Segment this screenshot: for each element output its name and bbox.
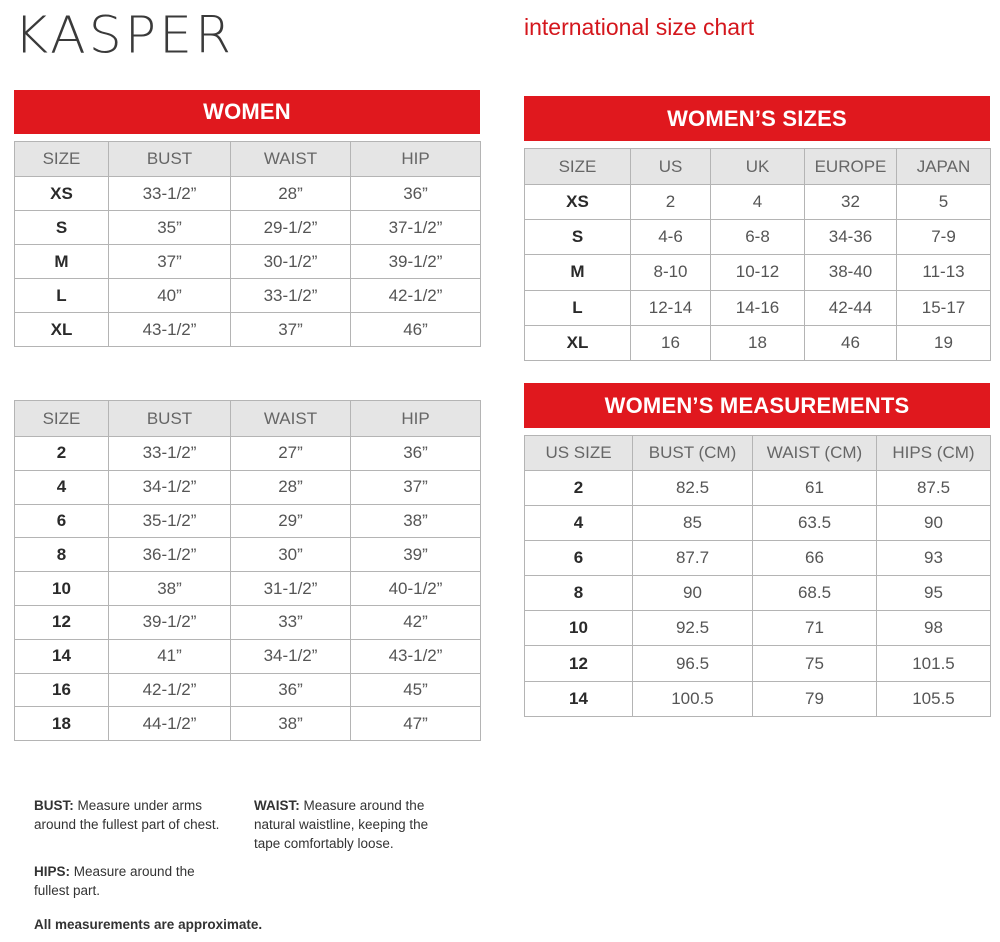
table-cell: 98 xyxy=(877,611,991,646)
table-row xyxy=(15,313,481,347)
size-cell: 8 xyxy=(525,576,633,611)
table-row xyxy=(15,605,481,639)
table-cell: 19 xyxy=(897,325,991,360)
table-cell: 15-17 xyxy=(897,290,991,325)
table-cell: 38” xyxy=(231,707,351,741)
table-cell: 27” xyxy=(231,437,351,471)
table-cell: 42” xyxy=(351,605,481,639)
table-row xyxy=(15,707,481,741)
size-cell: 10 xyxy=(15,572,109,606)
women-title: WOMEN xyxy=(203,99,291,124)
table-cell: 101.5 xyxy=(877,646,991,681)
table-cell: 34-36 xyxy=(805,220,897,255)
table-cell: 82.5 xyxy=(633,471,753,506)
table-cell: 32 xyxy=(805,185,897,220)
table-cell: 93 xyxy=(877,541,991,576)
table-cell: 90 xyxy=(877,506,991,541)
womens-sizes-table xyxy=(524,148,991,361)
column-header: UK xyxy=(711,149,805,185)
womens-measurements-title: WOMEN’S MEASUREMENTS xyxy=(604,392,910,418)
table-row xyxy=(525,185,991,220)
column-header: WAIST xyxy=(231,142,351,177)
table-cell: 36-1/2” xyxy=(109,538,231,572)
column-header: US SIZE xyxy=(525,436,633,471)
table-row xyxy=(15,437,481,471)
table-cell: 4-6 xyxy=(631,220,711,255)
table-cell: 47” xyxy=(351,707,481,741)
size-cell: 6 xyxy=(525,541,633,576)
table-cell: 75 xyxy=(753,646,877,681)
table-cell: 63.5 xyxy=(753,506,877,541)
table-cell: 34-1/2” xyxy=(231,639,351,673)
size-cell: 2 xyxy=(15,437,109,471)
table-cell: 46” xyxy=(351,313,481,347)
table-cell: 11-13 xyxy=(897,255,991,290)
table-cell: 16 xyxy=(631,325,711,360)
table-cell: 40-1/2” xyxy=(351,572,481,606)
table-cell: 29-1/2” xyxy=(231,211,351,245)
size-cell: 4 xyxy=(525,506,633,541)
table-cell: 36” xyxy=(351,177,481,211)
table-row xyxy=(525,471,991,506)
table-cell: 38” xyxy=(109,572,231,606)
table-cell: 30” xyxy=(231,538,351,572)
table-cell: 45” xyxy=(351,673,481,707)
table-cell: 39-1/2” xyxy=(109,605,231,639)
table-row xyxy=(15,504,481,538)
column-header: BUST xyxy=(109,142,231,177)
column-header: JAPAN xyxy=(897,149,991,185)
table-cell: 38” xyxy=(351,504,481,538)
table-cell: 31-1/2” xyxy=(231,572,351,606)
table-cell: 10-12 xyxy=(711,255,805,290)
womens-sizes-banner xyxy=(524,96,990,141)
size-cell: S xyxy=(525,220,631,255)
table-row xyxy=(525,611,991,646)
table-cell: 33-1/2” xyxy=(109,437,231,471)
hips-note-text-1: Measure around the xyxy=(70,864,195,879)
table-cell: 37” xyxy=(231,313,351,347)
table-row xyxy=(525,576,991,611)
table-cell: 35” xyxy=(109,211,231,245)
size-cell: 8 xyxy=(15,538,109,572)
size-cell: 12 xyxy=(525,646,633,681)
page-subtitle: international size chart xyxy=(524,14,755,40)
table-row xyxy=(525,541,991,576)
size-cell: XL xyxy=(15,313,109,347)
table-cell: 18 xyxy=(711,325,805,360)
table-cell: 85 xyxy=(633,506,753,541)
size-cell: 14 xyxy=(525,681,633,716)
size-cell: L xyxy=(15,279,109,313)
table-row xyxy=(15,470,481,504)
table-cell: 12-14 xyxy=(631,290,711,325)
bust-note xyxy=(34,796,219,834)
table-cell: 37” xyxy=(351,470,481,504)
header-row xyxy=(15,401,481,437)
waist-note xyxy=(254,796,428,853)
size-cell: M xyxy=(15,245,109,279)
table-cell: 29” xyxy=(231,504,351,538)
table-cell: 100.5 xyxy=(633,681,753,716)
table-cell: 44-1/2” xyxy=(109,707,231,741)
hips-note-label: HIPS: xyxy=(34,864,71,879)
column-header: US xyxy=(631,149,711,185)
table-cell: 95 xyxy=(877,576,991,611)
size-cell: 10 xyxy=(525,611,633,646)
table-cell: 33-1/2” xyxy=(109,177,231,211)
table-row xyxy=(15,639,481,673)
table-row xyxy=(525,290,991,325)
womens-sizes-title: WOMEN’S SIZES xyxy=(667,105,847,131)
table-cell: 87.5 xyxy=(877,471,991,506)
column-header: SIZE xyxy=(525,149,631,185)
column-header: HIP xyxy=(351,142,481,177)
header-row xyxy=(525,436,991,471)
waist-note-text-1: Measure around the xyxy=(299,798,425,813)
waist-note-text-3: tape comfortably loose. xyxy=(254,836,394,851)
table-row xyxy=(525,646,991,681)
size-cell: L xyxy=(525,290,631,325)
size-cell: M xyxy=(525,255,631,290)
column-header: WAIST xyxy=(231,401,351,437)
size-cell: 14 xyxy=(15,639,109,673)
column-header: BUST (CM) xyxy=(633,436,753,471)
table-cell: 30-1/2” xyxy=(231,245,351,279)
table-cell: 41” xyxy=(109,639,231,673)
table-cell: 37-1/2” xyxy=(351,211,481,245)
womens-measurements-table xyxy=(524,435,991,717)
table-row xyxy=(15,211,481,245)
table-row xyxy=(15,572,481,606)
table-cell: 92.5 xyxy=(633,611,753,646)
size-cell: XL xyxy=(525,325,631,360)
approximate-note xyxy=(34,915,262,934)
table-cell: 4 xyxy=(711,185,805,220)
size-cell: 2 xyxy=(525,471,633,506)
size-cell: XS xyxy=(525,185,631,220)
column-header: EUROPE xyxy=(805,149,897,185)
waist-note-label: WAIST: xyxy=(254,798,300,813)
size-cell: 18 xyxy=(15,707,109,741)
table-cell: 66 xyxy=(753,541,877,576)
size-cell: S xyxy=(15,211,109,245)
hips-note xyxy=(34,862,195,900)
table-cell: 87.7 xyxy=(633,541,753,576)
size-cell: 6 xyxy=(15,504,109,538)
table-cell: 39-1/2” xyxy=(351,245,481,279)
table-row xyxy=(525,506,991,541)
table-cell: 28” xyxy=(231,177,351,211)
table-cell: 14-16 xyxy=(711,290,805,325)
hips-note-text-2: fullest part. xyxy=(34,883,101,898)
header-row xyxy=(15,142,481,177)
table-cell: 5 xyxy=(897,185,991,220)
table-cell: 6-8 xyxy=(711,220,805,255)
table-cell: 61 xyxy=(753,471,877,506)
table-cell: 7-9 xyxy=(897,220,991,255)
table-cell: 79 xyxy=(753,681,877,716)
column-header: HIP xyxy=(351,401,481,437)
table-cell: 96.5 xyxy=(633,646,753,681)
table-cell: 71 xyxy=(753,611,877,646)
table-cell: 42-44 xyxy=(805,290,897,325)
column-header: BUST xyxy=(109,401,231,437)
table-cell: 46 xyxy=(805,325,897,360)
table-cell: 40” xyxy=(109,279,231,313)
table-cell: 36” xyxy=(231,673,351,707)
table-cell: 38-40 xyxy=(805,255,897,290)
table-row xyxy=(15,245,481,279)
table-cell: 2 xyxy=(631,185,711,220)
size-cell: 16 xyxy=(15,673,109,707)
table-row xyxy=(15,673,481,707)
approximate-note-text: All measurements are approximate. xyxy=(34,917,263,932)
column-header: SIZE xyxy=(15,142,109,177)
table-cell: 33” xyxy=(231,605,351,639)
women-numeric-size-table xyxy=(14,400,481,741)
bust-note-label: BUST: xyxy=(34,798,74,813)
table-row xyxy=(525,220,991,255)
size-cell: 4 xyxy=(15,470,109,504)
table-cell: 34-1/2” xyxy=(109,470,231,504)
table-cell: 42-1/2” xyxy=(351,279,481,313)
table-cell: 36” xyxy=(351,437,481,471)
table-cell: 90 xyxy=(633,576,753,611)
table-cell: 35-1/2” xyxy=(109,504,231,538)
table-row xyxy=(525,681,991,716)
table-cell: 43-1/2” xyxy=(351,639,481,673)
table-cell: 33-1/2” xyxy=(231,279,351,313)
table-cell: 68.5 xyxy=(753,576,877,611)
table-cell: 43-1/2” xyxy=(109,313,231,347)
table-cell: 37” xyxy=(109,245,231,279)
women-banner xyxy=(14,90,480,134)
table-row xyxy=(525,325,991,360)
column-header: WAIST (CM) xyxy=(753,436,877,471)
table-cell: 39” xyxy=(351,538,481,572)
waist-note-text-2: natural waistline, keeping the xyxy=(254,817,429,832)
table-row xyxy=(525,255,991,290)
women-size-table xyxy=(14,141,481,347)
table-cell: 105.5 xyxy=(877,681,991,716)
column-header: HIPS (CM) xyxy=(877,436,991,471)
table-row xyxy=(15,538,481,572)
womens-measurements-banner xyxy=(524,383,990,428)
column-header: SIZE xyxy=(15,401,109,437)
size-cell: XS xyxy=(15,177,109,211)
table-row xyxy=(15,279,481,313)
brand-logo: KASPER xyxy=(14,6,235,66)
table-cell: 42-1/2” xyxy=(109,673,231,707)
table-cell: 28” xyxy=(231,470,351,504)
table-row xyxy=(15,177,481,211)
size-cell: 12 xyxy=(15,605,109,639)
header-row xyxy=(525,149,991,185)
table-cell: 8-10 xyxy=(631,255,711,290)
bust-note-text-1: Measure under arms xyxy=(73,798,203,813)
bust-note-text-2: around the fullest part of chest. xyxy=(34,817,220,832)
